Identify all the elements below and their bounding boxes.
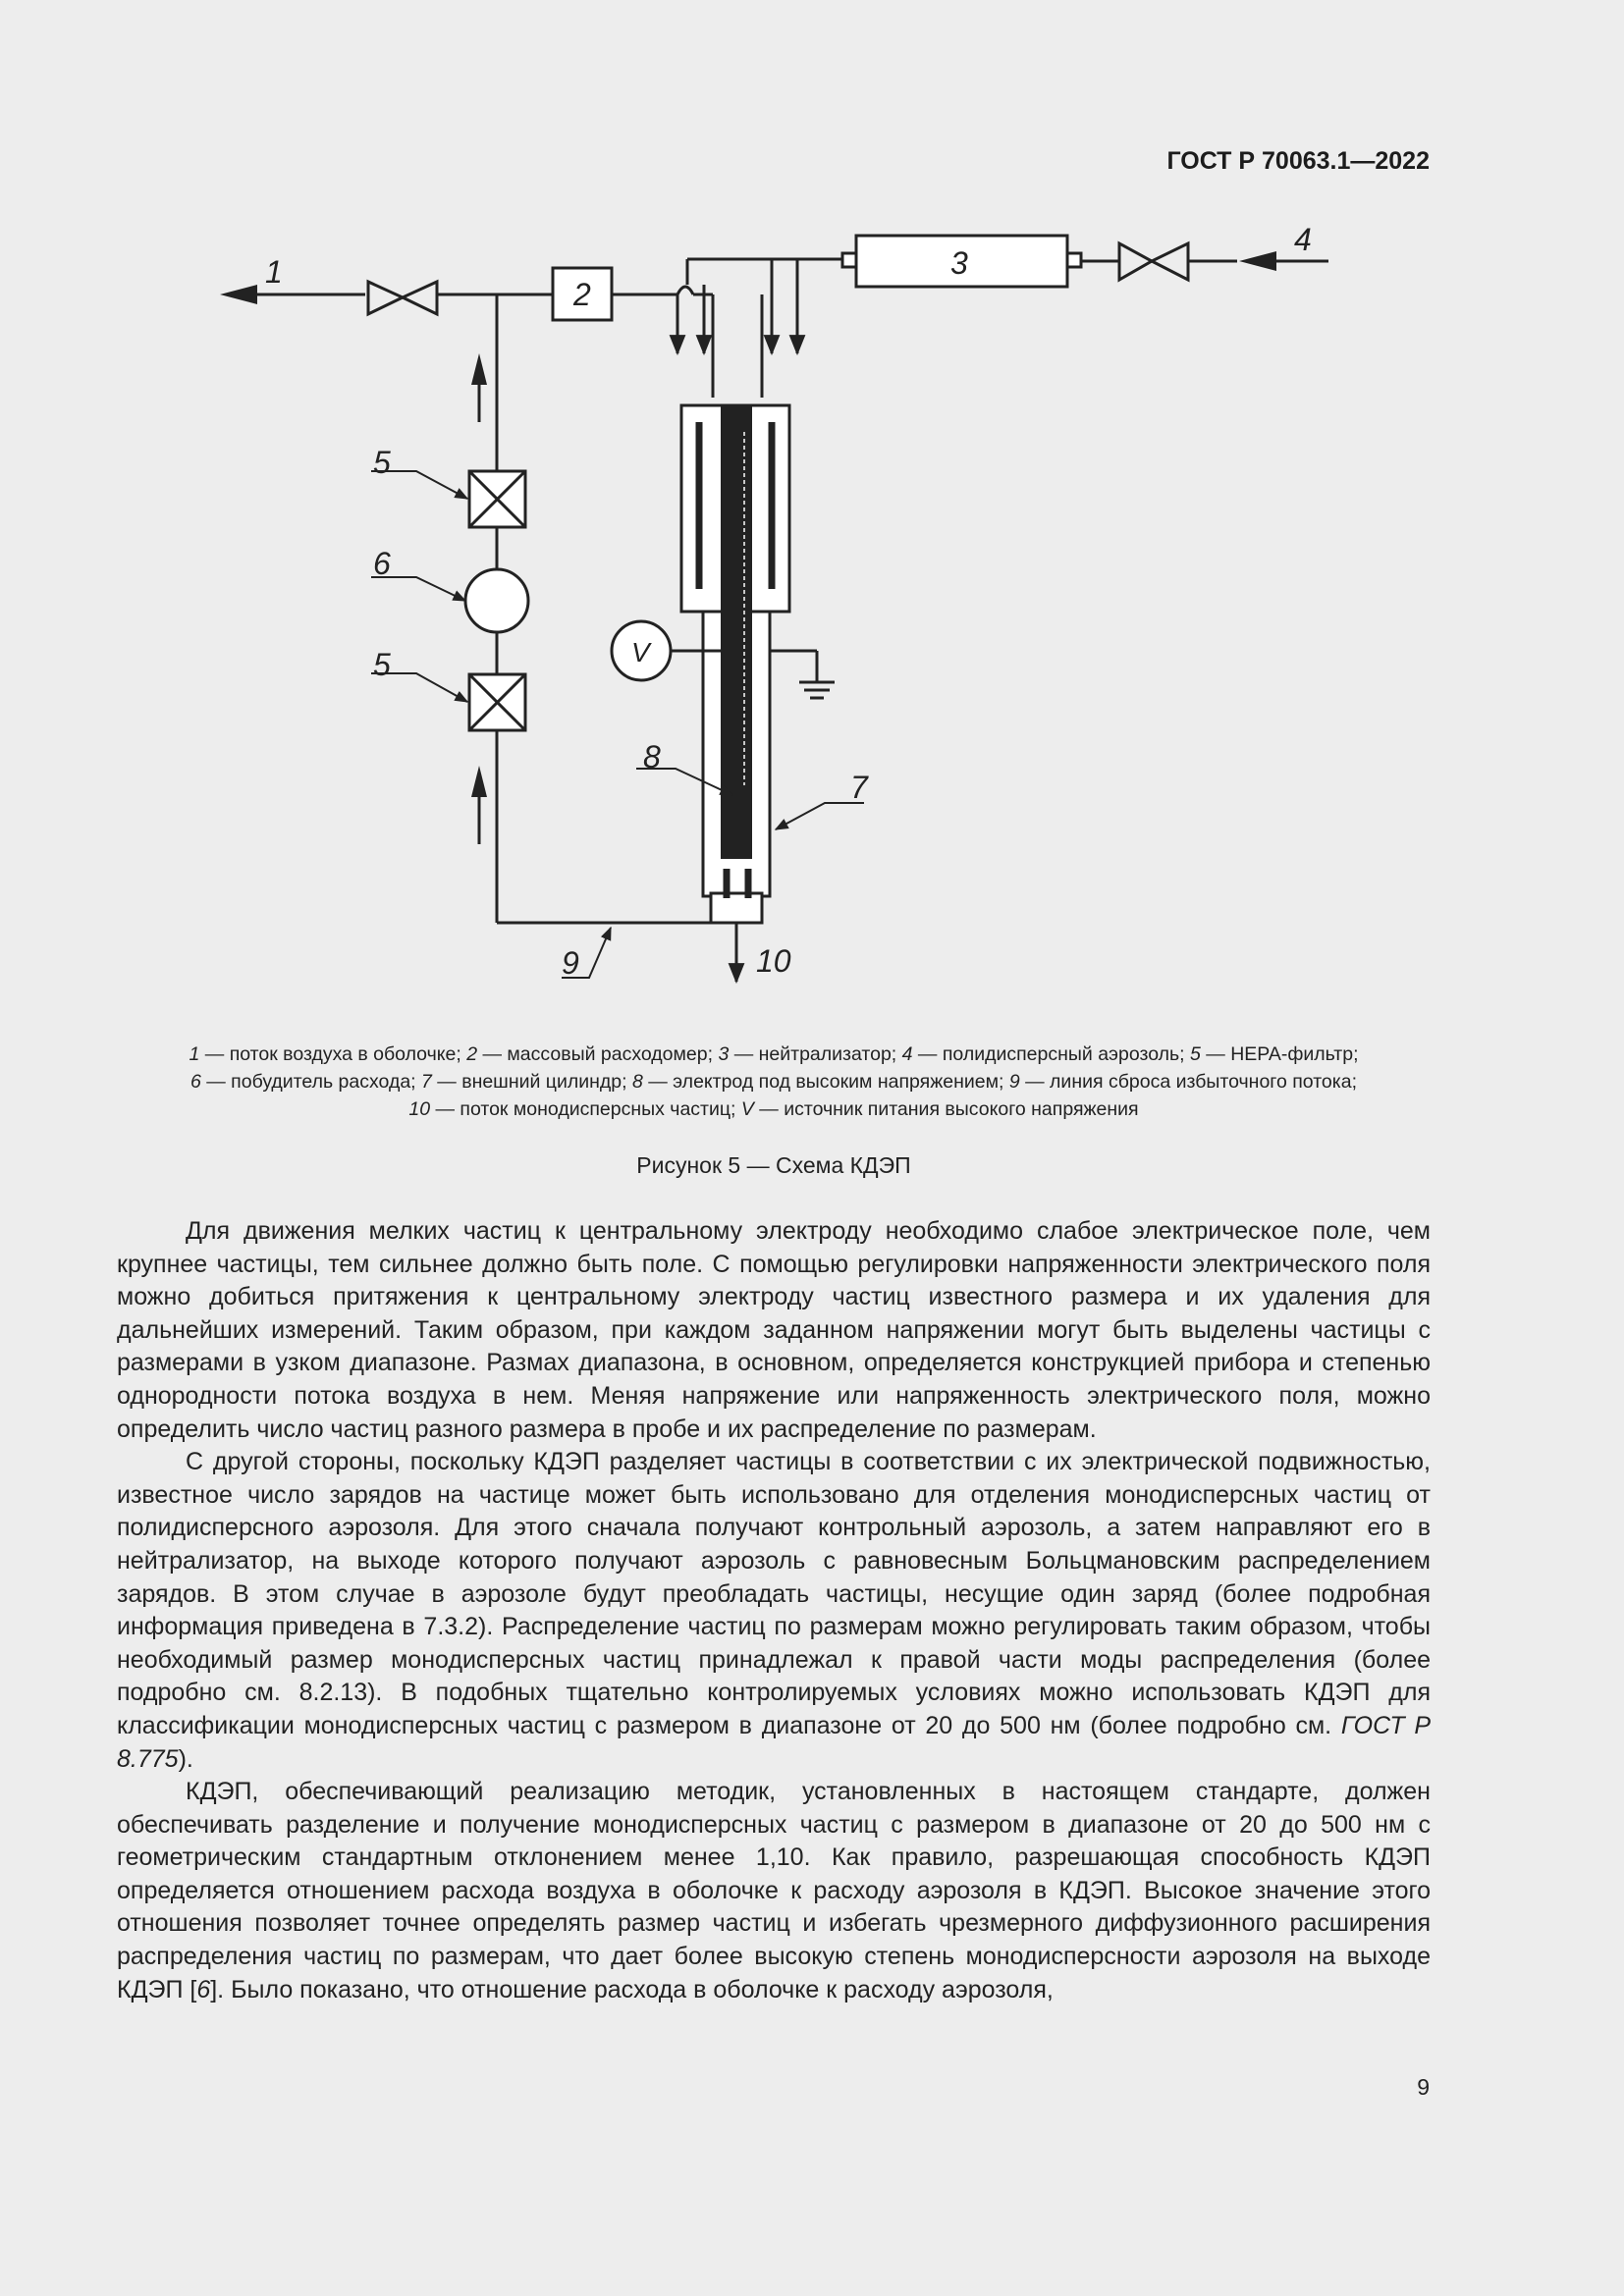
label-9: 9 bbox=[562, 945, 579, 981]
flow-driver-circle bbox=[465, 569, 528, 632]
legend-item-3: 3 — нейтрализатор; bbox=[718, 1043, 902, 1065]
ground-symbol bbox=[770, 651, 835, 698]
body-text bbox=[117, 1215, 1431, 2006]
legend-item-1: 1 — поток воздуха в оболочке; bbox=[189, 1043, 467, 1065]
legend-item-4: 4 — полидисперсный аэрозоль; bbox=[901, 1043, 1190, 1065]
label-1: 1 bbox=[265, 254, 283, 290]
figure-caption: Рисунок 5 — Схема КДЭП bbox=[636, 1152, 911, 1178]
paragraph-1: Для движения мелких частиц к центральному электроду необходимо слабое электрическое поле, чем крупнее частицы, тем сильнее должно быть поле. С помощью регулировки напряженности электрического поля можно добиться притяжения к центральному электроду частиц известного размера и их удаления для дальнейших измерений. Таким образом, при каждом заданном напряжении могут быть выделены частицы с размерами в узком диапазоне. Размах диапазона, в основном, определяется конструкцией прибора и степенью однородности потока воздуха в нем. Меняя напряжение или напряженность электрического поля, можно определить число частиц разного размера в пробе и их распределение по размерам. bbox=[117, 1217, 1431, 1443]
legend-item-8: 8 — электрод под высоким напряжением; bbox=[631, 1071, 1009, 1093]
legend-item-6: 6 — побудитель расхода; bbox=[189, 1071, 422, 1093]
label-4: 4 bbox=[1294, 222, 1312, 257]
label-5-bottom: 5 bbox=[373, 647, 391, 682]
sheath-outlet-arrow bbox=[220, 285, 295, 304]
legend-item-2: 2 — массовый расходомер; bbox=[466, 1043, 719, 1065]
label-6: 6 bbox=[373, 546, 391, 581]
document-id: ГОСТ Р 70063.1—2022 bbox=[1166, 147, 1430, 175]
legend-item-10: 10 — поток монодисперсных частиц; bbox=[408, 1098, 741, 1120]
reference-gost: ГОСТ Р 8.775 bbox=[117, 1711, 1431, 1773]
label-5-top: 5 bbox=[373, 445, 391, 480]
paragraph-2: С другой стороны, поскольку КДЭП разделяет частицы в соответствии с их электрической подвижностью, известное число зарядов на частице может быть использовано для отделения монодисперсных частиц от полидисперсного аэрозоля. Для этого сначала получают контрольный аэрозоль, а затем направляют его в нейтрализатор, на выходе которого получают аэрозоль с равновесным Больцмановским распределением зарядов. В этом случае в аэрозоле будут преобладать частицы, несущие один заряд (более подробная информация приведена в 7.3.2). Распределение частиц по размерам можно регулировать таким образом, чтобы необходимый размер монодисперсных частиц принадлежал к правой части моды распределения (более подробно см. 8.2.13). В подобных тщательно контролируемых условиях можно использовать КДЭП для классификации монодисперсных частиц с размером в диапазоне от 20 до 500 нм (более подробно см. ГОСТ Р 8.775). bbox=[117, 1448, 1431, 1773]
label-v: V bbox=[631, 637, 650, 667]
page-number: 9 bbox=[1417, 2074, 1430, 2100]
aerosol-inlet-arrow bbox=[1239, 251, 1328, 271]
legend-item-7: 7 — внешний цилиндр; bbox=[421, 1071, 632, 1093]
reference-6: 6 bbox=[196, 1975, 211, 2003]
flow-up-arrow-bottom bbox=[471, 766, 487, 844]
figure-legend bbox=[117, 1041, 1431, 1123]
legend-item-v: V — источник питания высокого напряжения bbox=[740, 1098, 1139, 1120]
dma-column bbox=[681, 405, 789, 923]
valve-left bbox=[368, 282, 437, 314]
paragraph-3: КДЭП, обеспечивающий реализацию методик, установленных в настоящем стандарте, должен обеспечивать разделение и получение монодисперсных частиц с размером в диапазоне от 20 до 500 нм с геометрическим стандартным отклонением менее 1,10. Как правило, разрешающая способность КДЭП определяется отношением расхода воздуха в оболочке к расходу аэрозоля в КДЭП. Высокое значение этого отношения позволяет точнее определять размер частиц и избегать чрезмерного диффузионного расширения распределения частиц по размерам, что дает более высокую степень монодисперсности аэрозоля на выходе КДЭП [6]. Было показано, что отношение расхода в оболочке к расходу аэрозоля, bbox=[117, 1778, 1431, 2003]
flow-up-arrow-top bbox=[471, 353, 487, 422]
label-3: 3 bbox=[950, 245, 968, 281]
label-7: 7 bbox=[850, 770, 868, 805]
label-8: 8 bbox=[643, 739, 661, 774]
legend-item-9: 9 — линия сброса избыточного потока; bbox=[1008, 1071, 1357, 1093]
label-10: 10 bbox=[756, 943, 791, 979]
dma-schematic-diagram bbox=[0, 0, 1624, 1041]
valve-right bbox=[1119, 243, 1188, 280]
legend-item-5: 5 — HEPA-фильтр; bbox=[1190, 1043, 1359, 1065]
label-2: 2 bbox=[573, 277, 591, 312]
